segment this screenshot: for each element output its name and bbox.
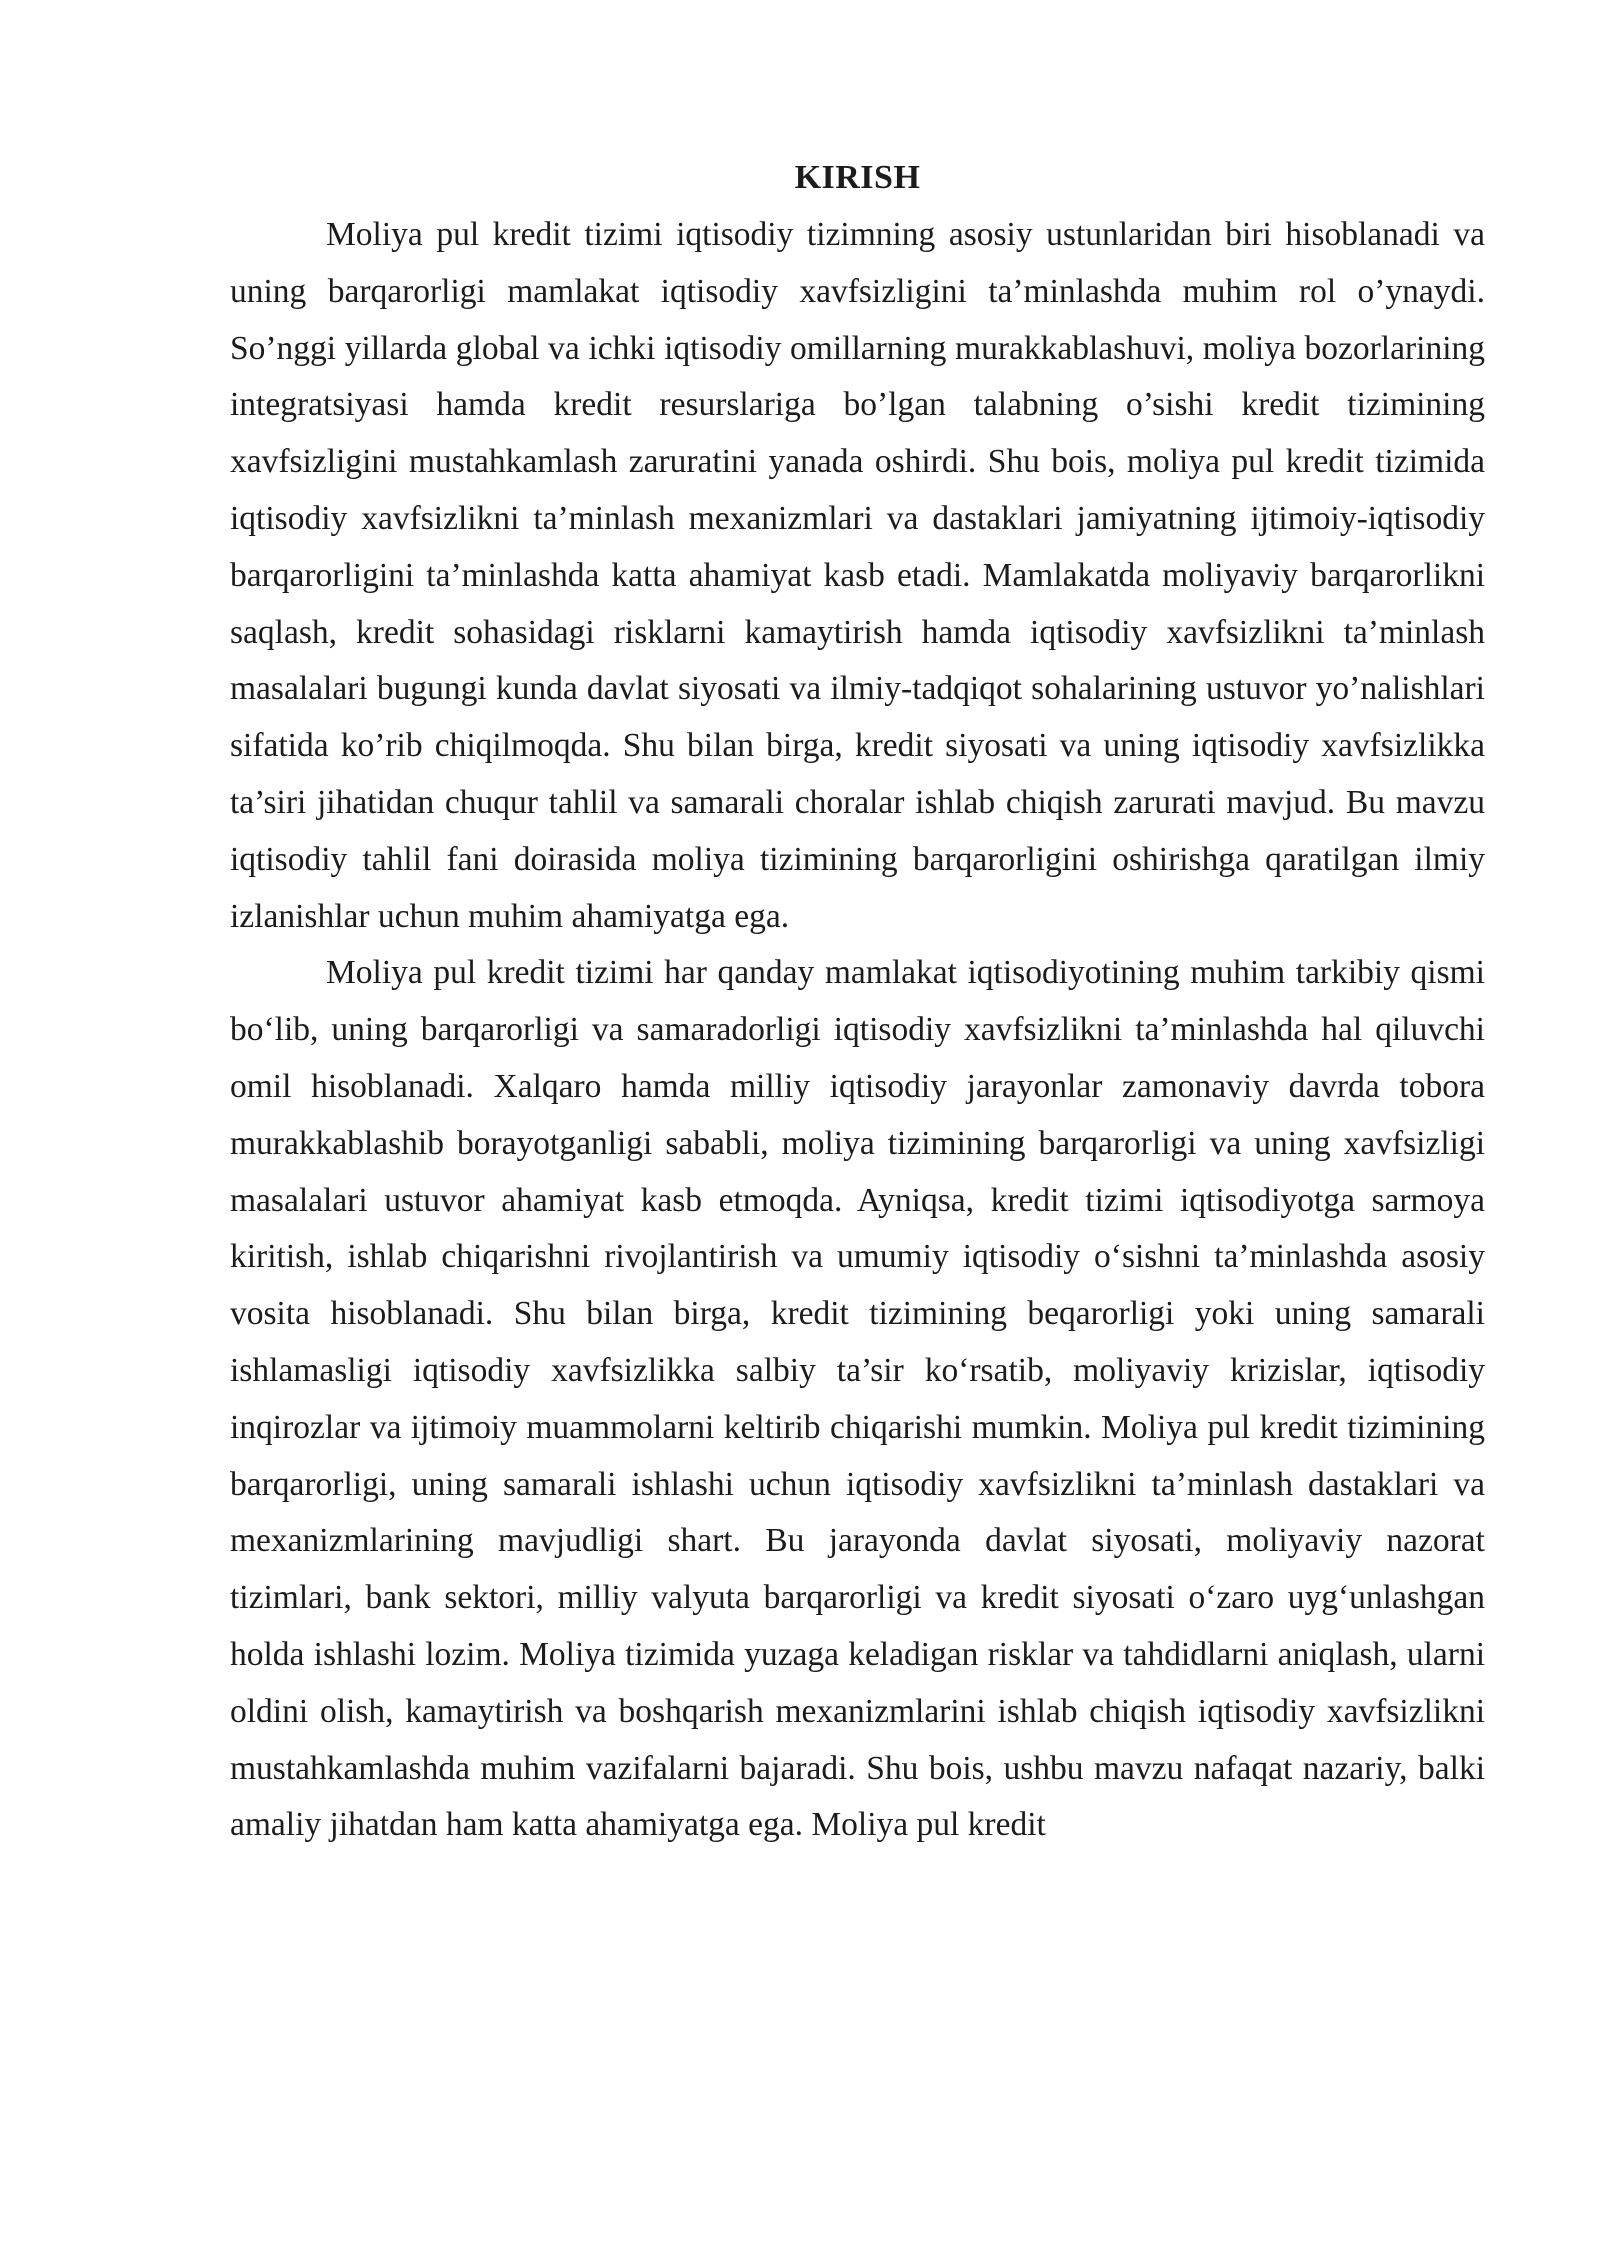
page-content: [230, 150, 1485, 1854]
paragraph-1: Moliya pul kredit tizimi iqtisodiy tizimning asosiy ustunlaridan biri hisoblanadi va uning barqarorligi mamlakat iqtisodiy xavfsizligini ta’minlashda muhim rol o’ynaydi. So’nggi yillarda global va ichki iqtisodiy omillarning murakkablashuvi, moliya bozorlarining integratsiyasi hamda kredit resurslariga bo’lgan talabning o’sishi kredit tizimining xavfsizligini mustahkamlash zaruratini yanada oshirdi. Shu bois, moliya pul kredit tizimida iqtisodiy xavfsizlikni ta’minlash mexanizmlari va dastaklari jamiyatning ijtimoiy-iqtisodiy barqarorligini ta’minlashda katta ahamiyat kasb etadi. Mamlakatda moliyaviy barqarorlikni saqlash, kredit sohasidagi risklarni kamaytirish hamda iqtisodiy xavfsizlikni ta’minlash masalalari bugungi kunda davlat siyosati va ilmiy-tadqiqot sohalarining ustuvor yo’nalishlari sifatida ko’rib chiqilmoqda. Shu bilan birga, kredit siyosati va uning iqtisodiy xavfsizlikka ta’siri jihatidan chuqur tahlil va samarali choralar ishlab chiqish zarurati mavjud. Bu mavzu iqtisodiy tahlil fani doirasida moliya tizimining barqarorligini oshirishga qaratilgan ilmiy izlanishlar uchun muhim ahamiyatga ega.: [230, 216, 1485, 935]
paragraph-2: Moliya pul kredit tizimi har qanday mamlakat iqtisodiyotining muhim tarkibiy qismi bo‘lib, uning barqarorligi va samaradorligi iqtisodiy xavfsizlikni ta’minlashda hal qiluvchi omil hisoblanadi. Xalqaro hamda milliy iqtisodiy jarayonlar zamonaviy davrda tobora murakkablashib borayotganligi sababli, moliya tizimining barqarorligi va uning xavfsizligi masalalari ustuvor ahamiyat kasb etmoqda. Ayniqsa, kredit tizimi iqtisodiyotga sarmoya kiritish, ishlab chiqarishni rivojlantirish va umumiy iqtisodiy o‘sishni ta’minlashda asosiy vosita hisoblanadi. Shu bilan birga, kredit tizimining beqarorligi yoki uning samarali ishlamasligi iqtisodiy xavfsizlikka salbiy ta’sir ko‘rsatib, moliyaviy krizislar, iqtisodiy inqirozlar va ijtimoiy muammolarni keltirib chiqarishi mumkin. Moliya pul kredit tizimining barqarorligi, uning samarali ishlashi uchun iqtisodiy xavfsizlikni ta’minlash dastaklari va mexanizmlarining mavjudligi shart. Bu jarayonda davlat siyosati, moliyaviy nazorat tizimlari, bank sektori, milliy valyuta barqarorligi va kredit siyosati o‘zaro uyg‘unlashgan holda ishlashi lozim. Moliya tizimida yuzaga keladigan risklar va tahdidlarni aniqlash, ularni oldini olish, kamaytirish va boshqarish mexanizmlarini ishlab chiqish iqtisodiy xavfsizlikni mustahkamlashda muhim vazifalarni bajaradi. Shu bois, ushbu mavzu nafaqat nazariy, balki amaliy jihatdan ham katta ahamiyatga ega. Moliya pul kredit: [230, 954, 1485, 1844]
page-title: KIRISH: [794, 159, 921, 196]
